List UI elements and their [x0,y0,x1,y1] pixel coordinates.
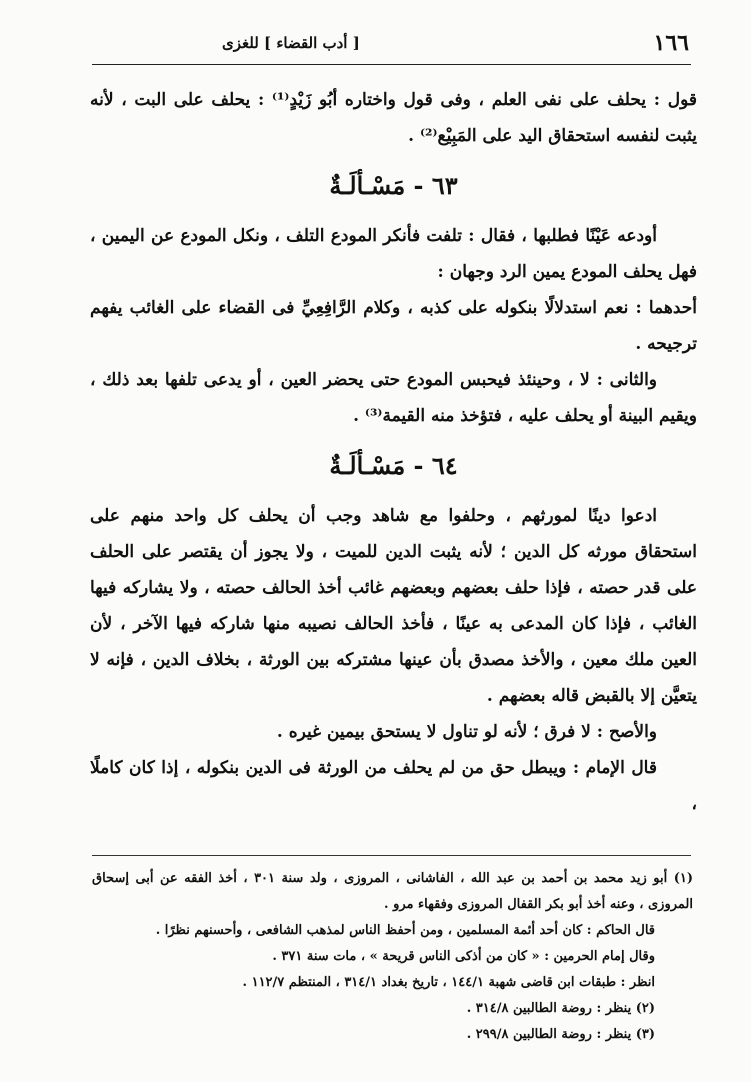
footnote: (٣) ينظر : روضة الطالبين ٢٩٩/٨ . [466,1027,655,1042]
page-number: ١٦٦ [653,30,689,56]
section-heading: ٦٤ - مَسْـألَـةٌ [329,451,458,480]
main-text [90,82,697,822]
running-title: [ أدب القضاء ] للغزى [222,34,360,52]
paragraph: أودعه عَيْنًا فطلبها ، فقال : تلفت فأنكر المودع التلف ، ونكل المودع عن اليمين ، فهل يحلف المودع يمين الرد وجهان : [90,226,697,282]
footnote-continuation: انظر : طبقات ابن قاضى شهبة ١٤٤/١ ، تاريخ بغداد ٣١٤/١ ، المنتظم ١١٢/٧ . [242,975,655,990]
paragraph: والأصح : لا فرق ؛ لأنه لو تناول لا يستحق بيمين غيره . [276,722,657,742]
footnote-continuation: قال الحاكم : كان أحد أئمة المسلمين ، ومن أحفظ الناس لمذهب الشافعى ، وأحسنهم نظرًا . [155,923,655,938]
paragraph: ادعوا دينًا لمورثهم ، وحلفوا مع شاهد وجب أن يحلف كل واحد منهم على استحقاق مورثه كل الدين ؛ لأنه يثبت الدين للميت ، ولا يجوز أن يقتصر على الحلف على قدر حصته ، فإذا حلف بعضهم وبعضهم غائب أخذ الحالف حصته ، ولا يشاركه فيها الغائب ، فإذا كان المدعى به عينًا ، فأخذ الحالف نصيبه منها شاركه فيها الآخر ، لأن العين ملك معين ، والأخذ مصدق بأن عينها مشتركه بين الورثة ، بخلاف الدين ، فإنه لا يتعيَّن إلا بالقبض قاله بعضهم . [90,506,698,706]
paragraph: قال الإمام : ويبطل حق من لم يحلف من الورثة فى الدين بنكوله ، إذا كان كاملًا ، [90,758,697,814]
paragraph: أحدهما : نعم استدلالًا بنكوله على كذبه ، وكلام الرَّافِعِيِّ فى القضاء على الغائب يفهم ترجيحه . [90,298,697,354]
footnote: (١) أبو زيد محمد بن أحمد بن عبد الله ، الفاشانى ، المروزى ، ولد سنة ٣٠١ ، أخذ الفقه عن أبى إسحاق المروزى ، وعنه أخذ أبو بكر القفال المروزى وفقهاء مرو . [92,871,693,912]
footnote-continuation: وقال إمام الحرمين : « كان من أذكى الناس قريحة » ، مات سنة ٣٧١ . [272,949,655,964]
footnotes [92,866,693,1048]
paragraph: والثانى : لا ، وحينئذ فيحبس المودع حتى يحضر العين ، أو يدعى تلفها بعد ذلك ، ويقيم البينة أو يحلف عليه ، فتؤخذ منه القيمة⁽³⁾ . [90,370,697,426]
footnote-rule [92,855,691,856]
paragraph: قول : يحلف على نفى العلم ، وفى قول واختاره أبُو زَيْدٍ⁽¹⁾ : يحلف على البت ، لأنه يثبت لنفسه استحقاق اليد على المَبِيْع⁽²⁾ . [90,90,697,146]
footnote: (٢) ينظر : روضة الطالبين ٣١٤/٨ . [466,1001,655,1016]
page-header [92,28,689,58]
header-rule [92,64,691,65]
section-heading: ٦٣ - مَسْـألَـةٌ [329,171,458,200]
